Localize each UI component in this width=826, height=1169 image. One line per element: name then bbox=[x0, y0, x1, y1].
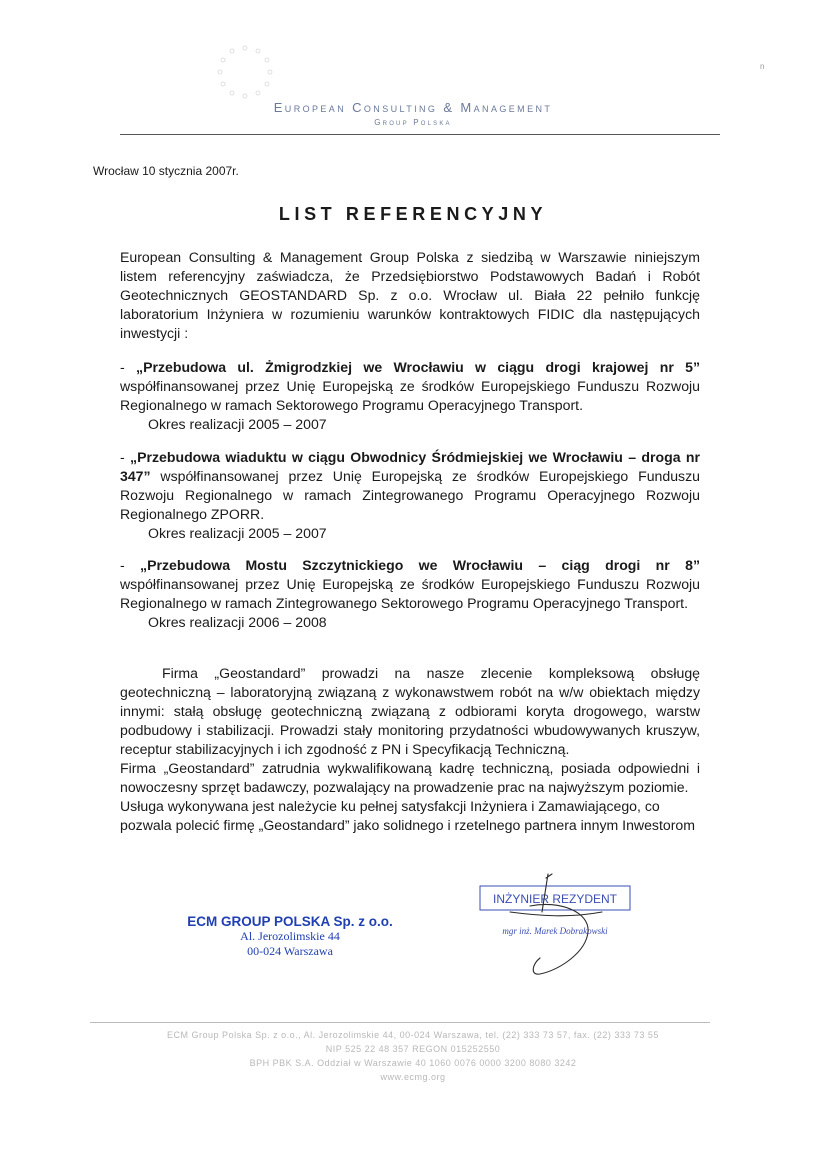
project-prefix: - bbox=[120, 449, 131, 465]
paragraph-recommendation: Usługa wykonywana jest należycie ku pełnej satysfakcji Inżyniera i Zamawiającego, co pozwala polecić firmę „Geostandard” jako solidnego i rzetelnego partnera innym Inwestorom bbox=[120, 798, 696, 833]
project-prefix: - bbox=[120, 359, 137, 375]
project-desc: współfinansowanej przez Unię Europejską ze środków Europejskiego Funduszu Rozwoju Regionalnego w ramach Zintegrowanego Programu Operacyjnego Rozwoju Regionalnego ZPORR. bbox=[120, 468, 700, 522]
project-name: „Przebudowa wiaduktu w ciągu Obwodnicy Śródmiejskiej we Wrocławiu – droga nr 347” bbox=[120, 449, 700, 484]
project-item-1 bbox=[120, 358, 700, 434]
eu-stars-logo bbox=[200, 40, 290, 100]
project-desc: współfinansowanej przez Unię Europejską ze środków Europejskiego Funduszu Rozwoju Regionalnego w ramach Zintegrowanego Sektorowego Programu Operacyjnego Transport. bbox=[120, 576, 700, 611]
footer-registry: NIP 525 22 48 357 REGON 015252550 bbox=[325, 1044, 501, 1054]
paragraph-services: Firma „Geostandard” prowadzi na nasze zlecenie kompleksową obsługę geotechniczną – laboratoryjną związaną z wykonawstwem robót na w/w obiektach między innymi: stałą obsługę geotechniczną związaną z odbiorami koryta drogowego, warstw podbudowy i stabilizacji. Prowadzi stały monitoring przydatności wbudowywanych kruszyw, receptur stabilizacyjnych i ich zgodność z PN i Specyfikacją Techniczną. bbox=[120, 665, 700, 757]
project-name: „Przebudowa ul. Żmigrodzkiej we Wrocławiu w ciągu drogi krajowej nr 5” bbox=[136, 359, 700, 375]
paragraph-staff: Firma „Geostandard” zatrudnia wykwalifikowaną kadrę techniczną, posiada odpowiedni i nowoczesny sprzęt badawczy, pozwalający na prowadzenie prac na najwyższym poziomie. bbox=[120, 760, 700, 795]
engineer-stamp-signature bbox=[470, 872, 640, 982]
stamp-person: mgr inż. Marek Dobrakowski bbox=[502, 926, 608, 936]
letter-title: LIST REFERENCYJNY bbox=[278, 204, 548, 224]
header-divider bbox=[120, 134, 720, 135]
footer-divider bbox=[90, 1022, 710, 1023]
intro-text: European Consulting & Management Group Polska z siedzibą w Warszawie niniejszym listem referencyjny zaświadcza, że Przedsiębiorstwo Podstawowych Badań i Robót Geotechnicznych GEOSTANDARD Sp. z o.o. Wrocław ul. Biała 22 pełniło funkcję laboratorium Inżyniera w rozumieniu warunków kontraktowych FIDIC dla następujących inwestycji : bbox=[120, 249, 700, 341]
project-period: Okres realizacji 2006 – 2008 bbox=[148, 614, 327, 630]
project-period: Okres realizacji 2005 – 2007 bbox=[148, 416, 327, 432]
stamp-address-street: Al. Jerozolimskie 44 bbox=[240, 929, 340, 943]
project-prefix: - bbox=[120, 557, 141, 573]
footer-address: ECM Group Polska Sp. z o.o., Al. Jerozolimskie 44, 00-024 Warszawa, tel. (22) 333 73 57, fax. (22) 333 73 55 bbox=[167, 1030, 659, 1040]
letter-date: Wrocław 10 stycznia 2007r. bbox=[93, 164, 239, 178]
project-item-2 bbox=[120, 448, 700, 543]
company-stamp bbox=[160, 914, 420, 959]
stamp-address-city: 00-024 Warszawa bbox=[247, 944, 333, 958]
footer-website: www.ecmg.org bbox=[380, 1072, 446, 1082]
project-name: „Przebudowa Mostu Szczytnickiego we Wrocławiu – ciąg drogi nr 8” bbox=[140, 557, 701, 573]
stamp-company-name: ECM GROUP POLSKA Sp. z o.o. bbox=[187, 914, 393, 929]
company-subname: Group Polska bbox=[374, 118, 452, 127]
closing-paragraphs bbox=[120, 664, 700, 835]
intro-paragraph bbox=[120, 248, 700, 343]
stamp-title: INŻYNIER REZYDENT bbox=[492, 892, 618, 906]
company-name: European Consulting & Management bbox=[273, 100, 553, 115]
project-period: Okres realizacji 2005 – 2007 bbox=[148, 525, 327, 541]
footer-bank: BPH PBK S.A. Oddział w Warszawie 40 1060 0076 0000 3200 8080 3242 bbox=[249, 1058, 577, 1068]
corner-mark: n bbox=[760, 62, 765, 71]
project-desc: współfinansowanej przez Unię Europejską ze środków Europejskiego Funduszu Rozwoju Regionalnego w ramach Sektorowego Programu Operacyjnego Transport. bbox=[120, 378, 700, 413]
project-item-3 bbox=[120, 556, 700, 632]
